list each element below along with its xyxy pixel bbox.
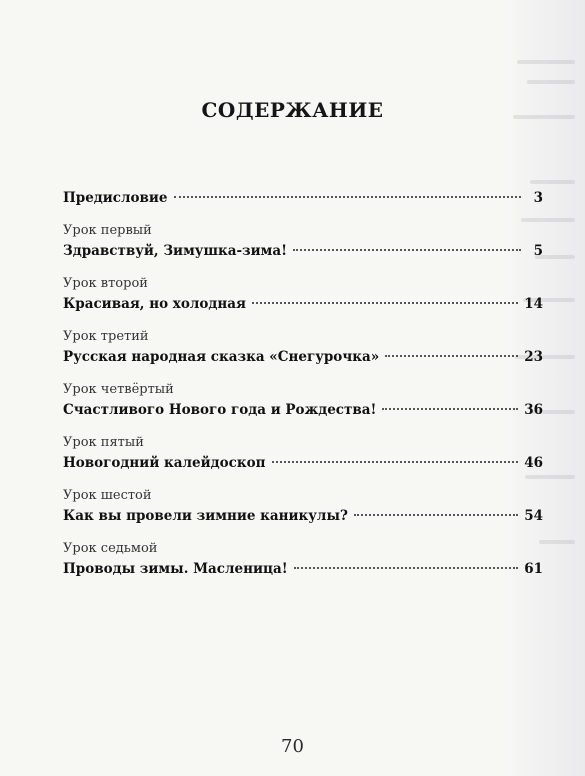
toc-page-number: 14 [524, 296, 543, 312]
dot-leader [272, 461, 519, 463]
toc-page-number: 54 [524, 508, 543, 524]
toc-entry-title: Счастливого Нового года и Рождества! [63, 402, 377, 418]
toc-entry[interactable] [63, 294, 543, 314]
dot-leader [354, 514, 518, 516]
dot-leader [382, 408, 518, 410]
toc-entry[interactable] [63, 400, 543, 420]
toc-page-number: 23 [524, 349, 543, 365]
toc-entry-title: Красивая, но холодная [63, 296, 246, 312]
toc-entry-title: Проводы зимы. Масленица! [63, 561, 288, 577]
lesson-label: Урок седьмой [63, 541, 158, 556]
toc-entry[interactable] [63, 559, 543, 579]
toc-entry[interactable] [63, 347, 543, 367]
toc-page-number: 46 [524, 455, 543, 471]
lesson-label: Урок первый [63, 223, 152, 238]
toc-entry-title: Русская народная сказка «Снегурочка» [63, 349, 380, 365]
toc-entry-title: Новогодний калейдоскоп [63, 455, 266, 471]
toc-entry-title: Предисловие [63, 190, 168, 206]
toc-entry[interactable] [63, 188, 543, 208]
dot-leader [174, 196, 521, 198]
page-number: 70 [281, 736, 304, 757]
toc-page-number: 36 [524, 402, 543, 418]
page-title: СОДЕРЖАНИЕ [201, 98, 384, 122]
toc-entry[interactable] [63, 453, 543, 473]
lesson-label: Урок третий [63, 329, 149, 344]
toc-page-number: 3 [533, 190, 543, 206]
toc-entry[interactable] [63, 241, 543, 261]
lesson-label: Урок второй [63, 276, 148, 291]
lesson-label: Урок шестой [63, 488, 152, 503]
toc-page-number: 61 [524, 561, 543, 577]
dot-leader [385, 355, 518, 357]
lesson-label: Урок пятый [63, 435, 144, 450]
dot-leader [252, 302, 518, 304]
dot-leader [294, 567, 519, 569]
toc-entry[interactable] [63, 506, 543, 526]
toc-entry-title: Как вы провели зимние каникулы? [63, 508, 348, 524]
table-of-contents [63, 188, 543, 579]
toc-page-number: 5 [533, 243, 543, 259]
lesson-label: Урок четвёртый [63, 382, 174, 397]
dot-leader [293, 249, 521, 251]
toc-entry-title: Здравствуй, Зимушка-зима! [63, 243, 288, 259]
